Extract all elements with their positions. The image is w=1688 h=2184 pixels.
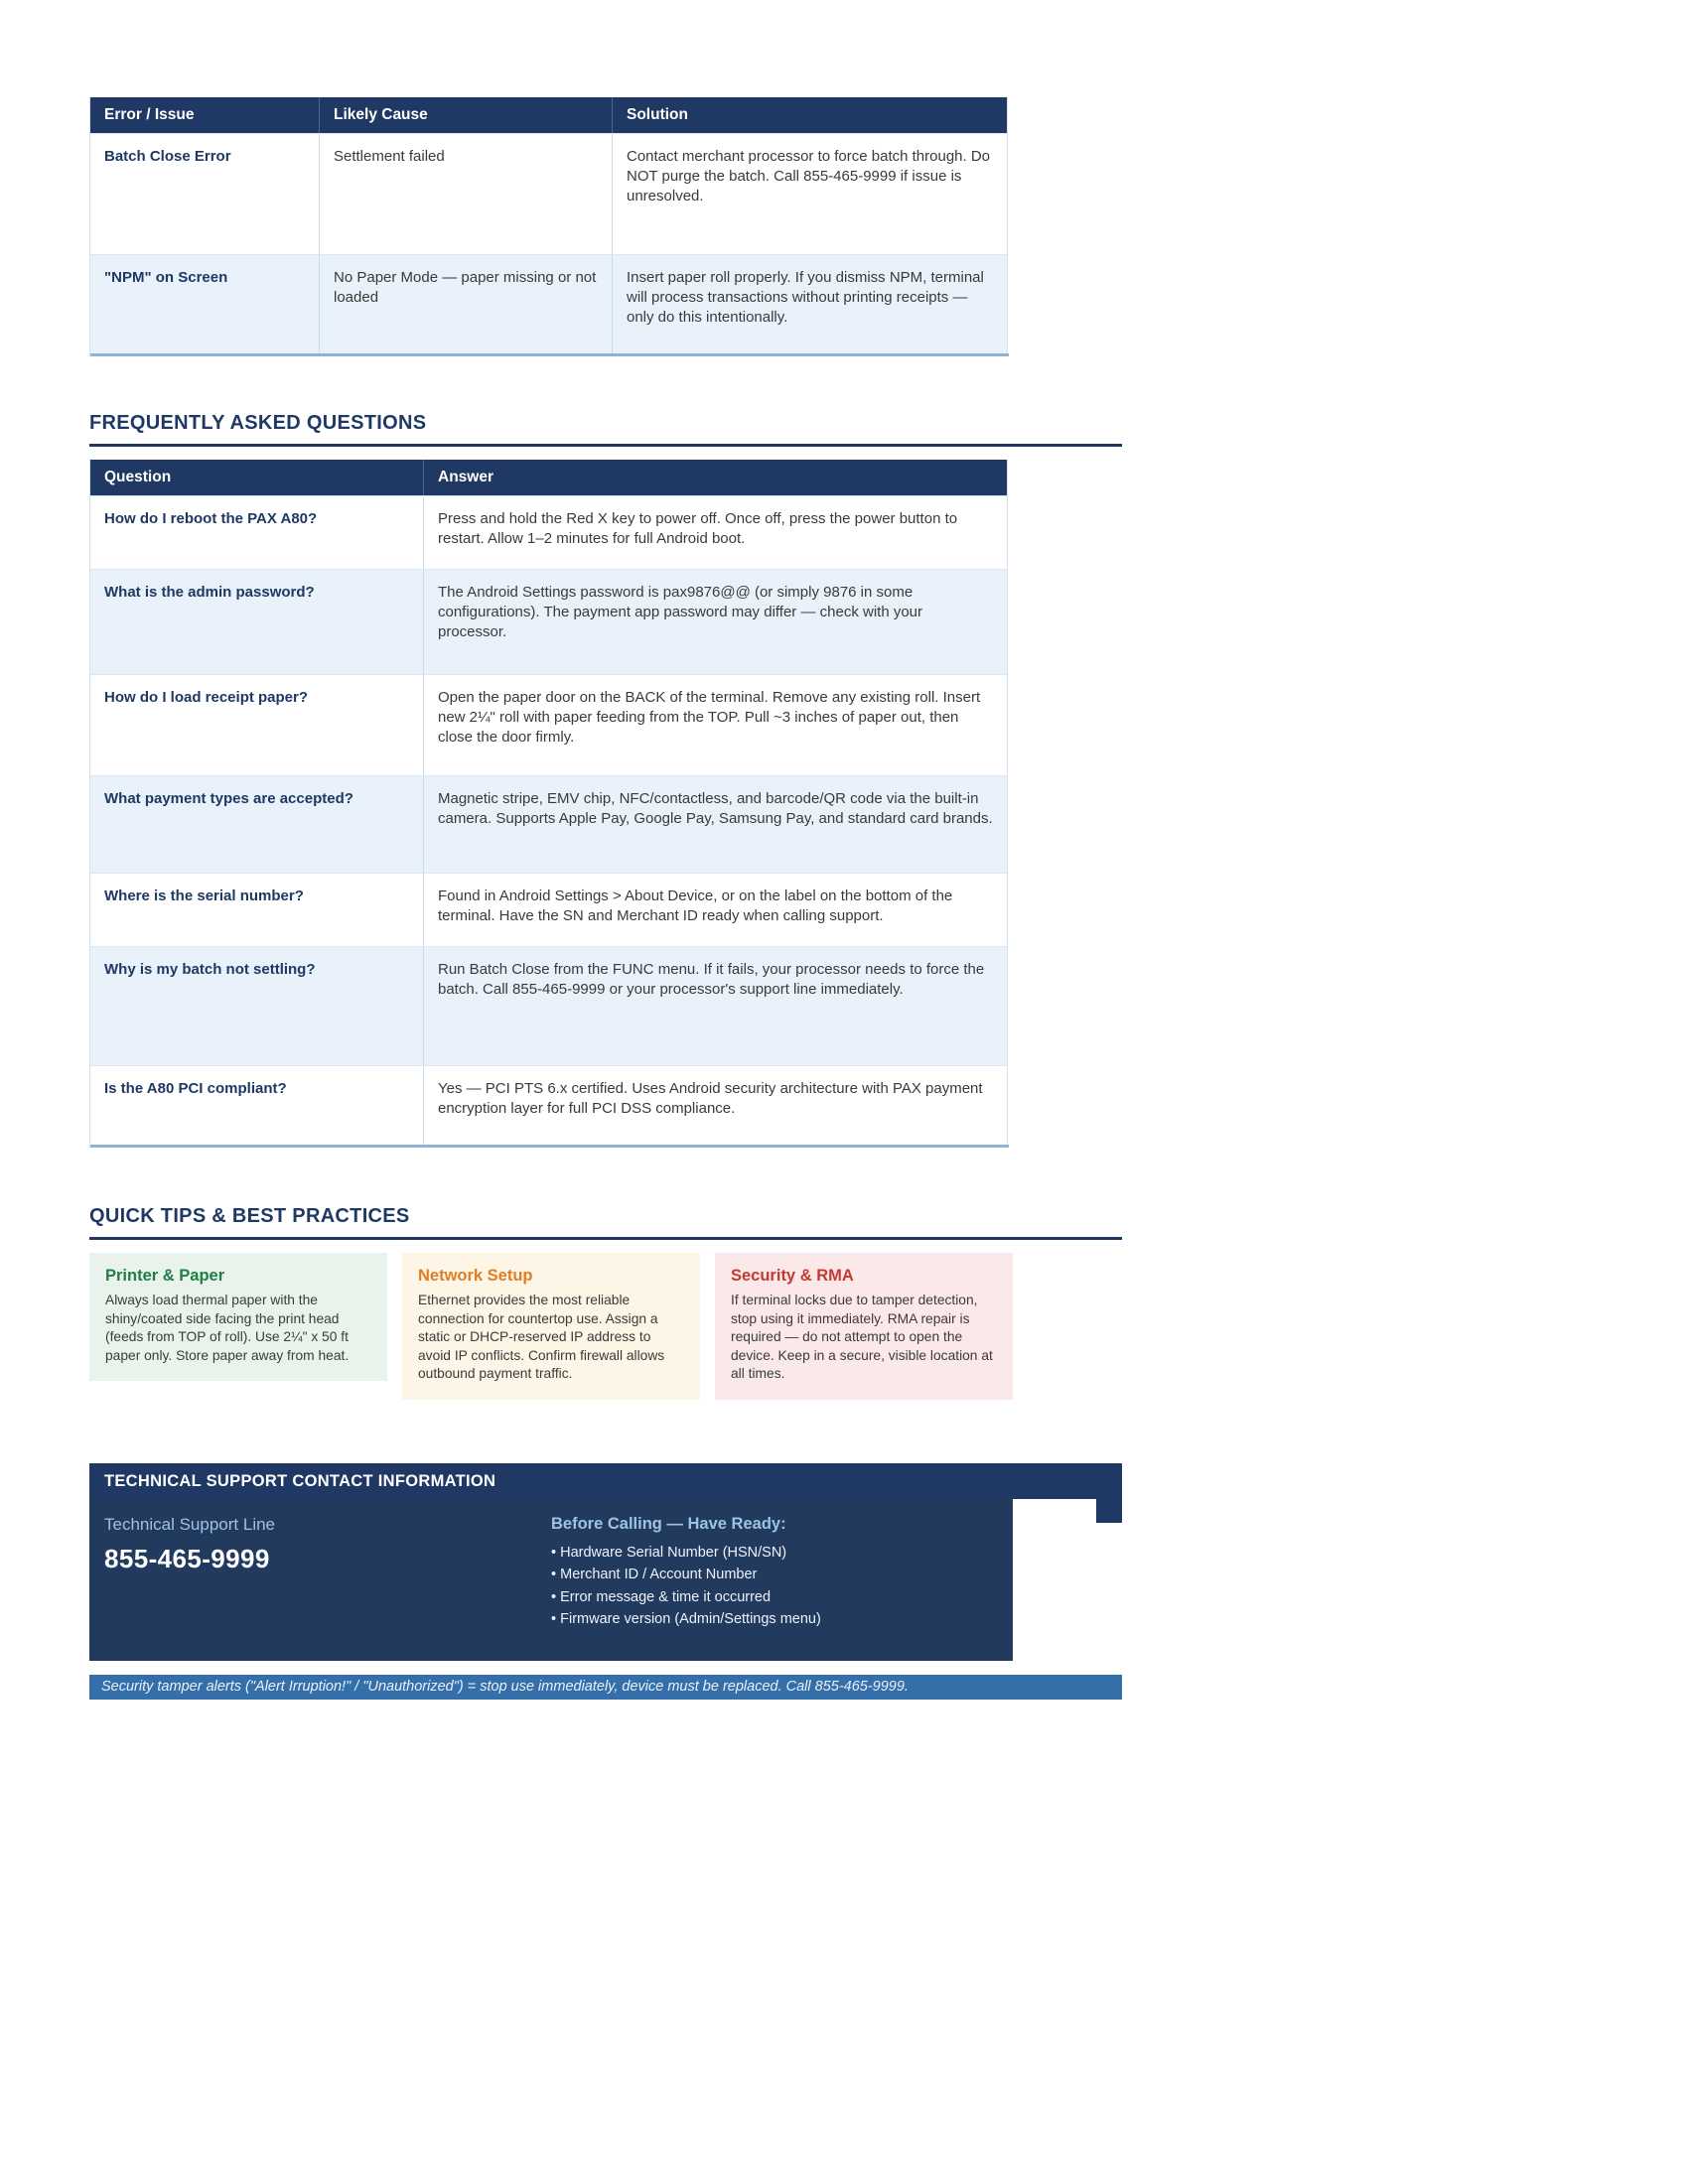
faq-answer: Found in Android Settings > About Device, or on the label on the bottom of the terminal. Have the SN and Merchant ID ready when calling support.	[423, 874, 1007, 946]
faq-question: Why is my batch not settling?	[104, 961, 316, 978]
faq-table-header	[90, 460, 1007, 495]
before-calling-block	[551, 1515, 1013, 1647]
tip-box-heading: Network Setup	[418, 1267, 533, 1285]
checklist-item: • Firmware version (Admin/Settings menu)	[551, 1608, 1003, 1631]
section-divider-rule	[89, 1237, 1122, 1240]
faq-section	[89, 412, 1122, 1148]
faq-row	[90, 569, 1007, 674]
column-header-solution: Solution	[612, 97, 1007, 133]
table-row	[90, 133, 1007, 254]
faq-answer: Press and hold the Red X key to power off. Once off, press the power button to restart. Allow 1–2 minutes for full Android boot.	[423, 496, 1007, 569]
tip-box-heading: Printer & Paper	[105, 1267, 225, 1285]
tip-box-network-setup	[402, 1253, 700, 1400]
section-divider-rule	[89, 444, 1122, 447]
faq-answer: Run Batch Close from the FUNC menu. If it fails, your processor needs to force the batch. Call 855-465-9999 or your processor's support line immediately.	[423, 947, 1007, 1065]
technical-support-section	[89, 1463, 1122, 1700]
table-bottom-border	[90, 1145, 1009, 1148]
error-issue-cell: "NPM" on Screen	[104, 269, 228, 286]
header-bar-corner-tab	[1096, 1499, 1122, 1523]
tamper-alert-note: Security tamper alerts ("Alert Irruption!" / "Unauthorized") = stop use immediately, device must be replaced. Call 855-465-9999.	[89, 1675, 1122, 1700]
technical-support-panel	[89, 1499, 1013, 1661]
tip-box-text: Always load thermal paper with the shiny/coated side facing the print head (feeds from TOP of roll). Use 2¼" x 50 ft paper only. Store paper away from heat.	[105, 1293, 350, 1363]
tip-box-heading: Security & RMA	[731, 1267, 854, 1285]
table-row	[90, 254, 1007, 353]
error-issue-cell: Batch Close Error	[104, 148, 231, 165]
technical-support-header-bar: TECHNICAL SUPPORT CONTACT INFORMATION	[89, 1463, 1122, 1499]
faq-question: What payment types are accepted?	[104, 790, 353, 807]
faq-question: How do I reboot the PAX A80?	[104, 510, 318, 527]
faq-row	[90, 775, 1007, 873]
faq-answer: Open the paper door on the BACK of the terminal. Remove any existing roll. Insert new 2¼" roll with paper feeding from the TOP. Pull ~3 inches of paper out, then close the door firmly.	[423, 675, 1007, 775]
support-line-block	[104, 1515, 551, 1647]
checklist-item: • Hardware Serial Number (HSN/SN)	[551, 1542, 1003, 1565]
faq-row	[90, 946, 1007, 1065]
faq-answer: The Android Settings password is pax9876@@ (or simply 9876 in some configurations). The payment app password may differ — check with your processor.	[423, 570, 1007, 674]
faq-question: Is the A80 PCI compliant?	[104, 1080, 287, 1097]
faq-row	[90, 1065, 1007, 1145]
tip-box-text: Ethernet provides the most reliable connection for countertop use. Assign a static or DHCP-reserved IP address to avoid IP conflicts. Confirm firewall allows outbound payment traffic.	[418, 1293, 665, 1381]
likely-cause-cell: No Paper Mode — paper missing or not loaded	[319, 255, 612, 353]
faq-question: What is the admin password?	[104, 584, 315, 601]
checklist-item: • Merchant ID / Account Number	[551, 1564, 1003, 1586]
faq-row	[90, 674, 1007, 775]
faq-question: How do I load receipt paper?	[104, 689, 309, 706]
likely-cause-cell: Settlement failed	[319, 134, 612, 254]
solution-cell: Insert paper roll properly. If you dismiss NPM, terminal will process transactions without printing receipts — only do this intentionally.	[612, 255, 1007, 353]
faq-answer: Yes — PCI PTS 6.x certified. Uses Android security architecture with PAX payment encryption layer for full PCI DSS compliance.	[423, 1066, 1007, 1145]
support-phone-number: 855-465-9999	[104, 1543, 270, 1573]
faq-answer: Magnetic stripe, EMV chip, NFC/contactless, and barcode/QR code via the built-in camera. Supports Apple Pay, Google Pay, Samsung Pay, and standard card brands.	[423, 776, 1007, 873]
table-bottom-border	[90, 353, 1009, 356]
tip-box-printer-paper	[89, 1253, 387, 1381]
quick-tips-section-title: QUICK TIPS & BEST PRACTICES	[89, 1205, 410, 1227]
faq-question: Where is the serial number?	[104, 887, 304, 904]
support-line-label: Technical Support Line	[104, 1514, 276, 1534]
column-header-answer: Answer	[423, 460, 1007, 495]
tip-boxes-row	[89, 1253, 1013, 1400]
faq-section-title: FREQUENTLY ASKED QUESTIONS	[89, 412, 427, 434]
column-header-likely-cause: Likely Cause	[319, 97, 612, 133]
faq-row	[90, 495, 1007, 569]
before-calling-label: Before Calling — Have Ready:	[551, 1514, 786, 1533]
troubleshooting-table-header	[90, 97, 1007, 133]
troubleshooting-table	[89, 97, 1008, 356]
quick-tips-section	[89, 1205, 1122, 1400]
checklist-item: • Error message & time it occurred	[551, 1586, 1003, 1609]
faq-row	[90, 873, 1007, 946]
tip-box-security-rma	[715, 1253, 1013, 1400]
tip-box-text: If terminal locks due to tamper detection, stop using it immediately. RMA repair is required — do not attempt to open the device. Keep in a secure, visible location at all times.	[731, 1293, 993, 1381]
solution-cell: Contact merchant processor to force batch through. Do NOT purge the batch. Call 855-465-9999 if issue is unresolved.	[612, 134, 1007, 254]
faq-table	[89, 460, 1008, 1148]
column-header-error-issue: Error / Issue	[104, 106, 195, 123]
column-header-question: Question	[104, 469, 172, 485]
